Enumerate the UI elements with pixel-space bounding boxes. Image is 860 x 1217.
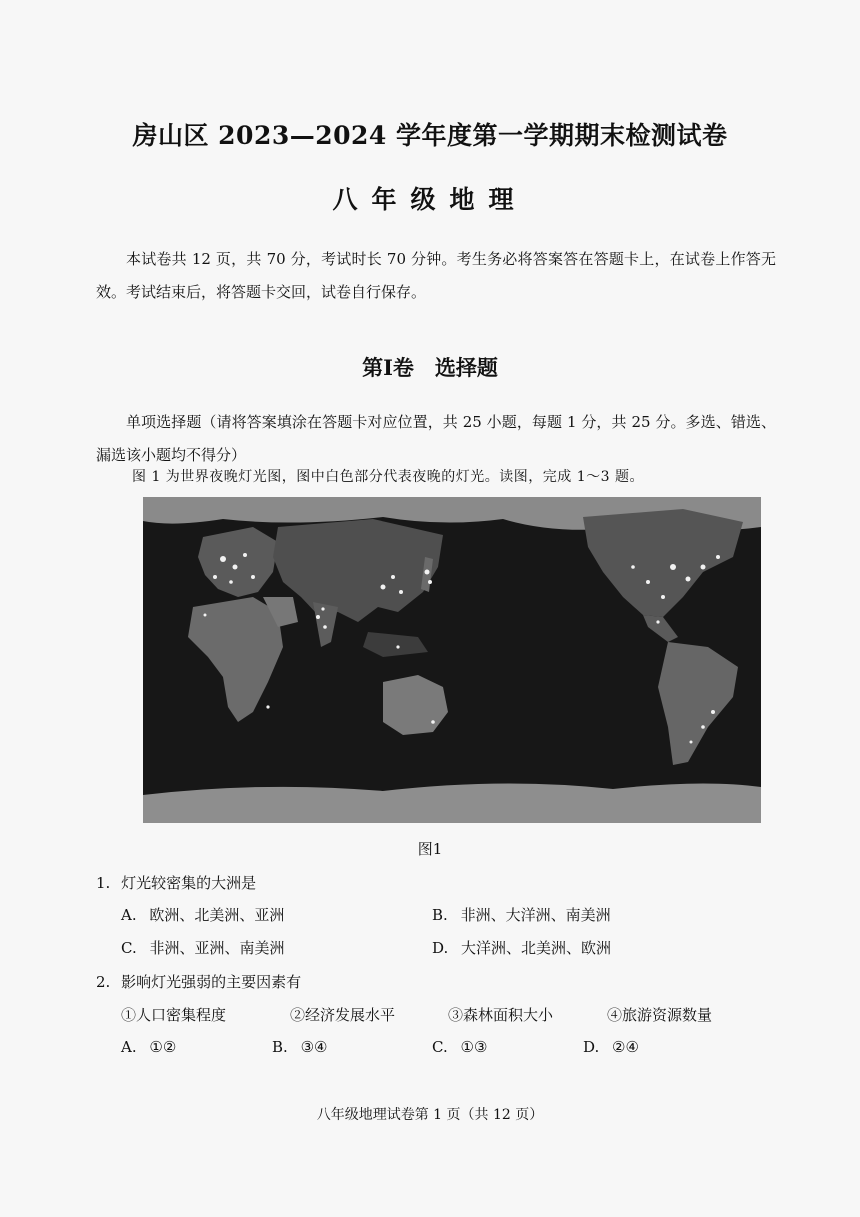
map-graphic	[143, 497, 761, 823]
option-text: 欧洲、北美洲、亚洲	[149, 906, 285, 924]
option-text: ②④	[612, 1038, 639, 1056]
option-label: C.	[432, 1038, 448, 1056]
option-text: ①③	[460, 1038, 488, 1056]
option-text: 非洲、亚洲、南美洲	[149, 939, 285, 957]
option-text: ①②	[149, 1038, 177, 1056]
world-night-lights-map	[143, 497, 761, 823]
question-1-option-d[interactable]	[432, 937, 611, 958]
question-1-option-a[interactable]	[121, 904, 284, 925]
question-2-option-b[interactable]	[272, 1038, 327, 1056]
option-text: 非洲、大洋洲、南美洲	[460, 906, 611, 924]
question-2-option-c[interactable]	[432, 1038, 487, 1056]
factor-3: ③森林面积大小	[448, 1006, 554, 1024]
figure-caption: 图1	[417, 840, 443, 858]
exam-intro: 本试卷共 12 页，共 70 分，考试时长 70 分钟。考生务必将答案答在答题卡上，在试卷上作答无效。考试结束后，将答题卡交回，试卷自行保存。	[96, 250, 776, 301]
question-2-option-a[interactable]	[121, 1038, 176, 1056]
option-label: D.	[432, 939, 449, 957]
question-1-option-c[interactable]	[121, 937, 285, 958]
page-subtitle: 八年级地理	[332, 185, 528, 214]
section-instructions: 单项选择题（请将答案填涂在答题卡对应位置，共 25 小题，每题 1 分，共 25 分。多选、错选、漏选该小题均不得分）	[96, 413, 776, 464]
option-label: D.	[583, 1038, 600, 1056]
question-stem: 影响灯光强弱的主要因素有	[121, 973, 302, 991]
question-1	[96, 872, 256, 893]
figure-intro: 图 1 为世界夜晚灯光图，图中白色部分代表夜晚的灯光。读图，完成 1～3 题。	[132, 469, 645, 485]
page-title: 房山区 2023—2024 学年度第一学期期末检测试卷	[132, 121, 728, 150]
option-text: ③④	[300, 1038, 328, 1056]
page-footer: 八年级地理试卷第 1 页（共 12 页）	[316, 1107, 544, 1123]
question-1-option-b[interactable]	[432, 904, 611, 925]
question-number: 1.	[96, 874, 111, 892]
question-number: 2.	[96, 973, 111, 991]
factor-4: ④旅游资源数量	[607, 1006, 713, 1024]
section-title: 第Ⅰ卷 选择题	[362, 355, 498, 380]
option-text: 大洋洲、北美洲、欧洲	[461, 939, 612, 957]
option-label: B.	[432, 906, 448, 924]
option-label: A.	[121, 1038, 137, 1056]
option-label: C.	[121, 939, 137, 957]
question-stem: 灯光较密集的大洲是	[121, 874, 257, 892]
option-label: A.	[121, 906, 137, 924]
factor-2: ②经济发展水平	[290, 1006, 396, 1024]
option-label: B.	[272, 1038, 288, 1056]
question-2-option-d[interactable]	[583, 1038, 639, 1056]
question-2	[96, 971, 301, 992]
factor-1: ①人口密集程度	[121, 1006, 227, 1024]
